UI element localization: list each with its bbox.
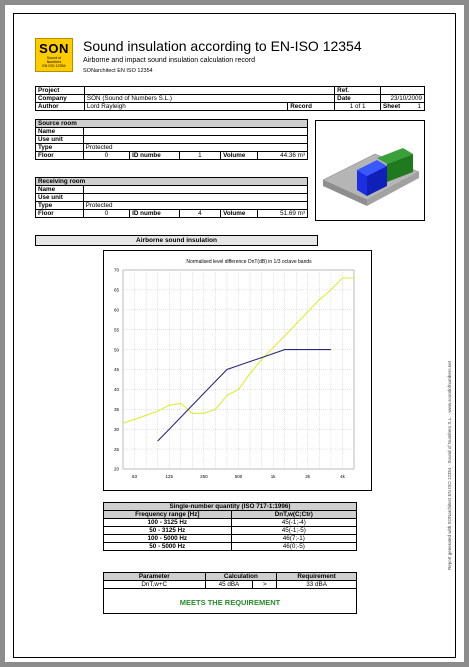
single-number-table	[103, 502, 357, 551]
y-tick-label: 30	[113, 426, 119, 432]
source-volume-value: 44.36 m³	[258, 152, 308, 160]
x-tick-label: 4k	[340, 474, 345, 479]
source-use-value	[83, 136, 307, 144]
calculation-header: Calculation	[205, 573, 277, 581]
y-tick-label: 25	[113, 446, 119, 452]
source-use-label: Use unit	[36, 136, 84, 144]
dntw-header: DnT,w(C;Ctr)	[231, 511, 356, 519]
result-status: MEETS THE REQUIREMENT	[179, 598, 281, 607]
value-cell: 46(0;-5)	[231, 543, 356, 551]
source-type-value: Protected	[83, 144, 307, 152]
x-tick-label: 2k	[305, 474, 311, 479]
record-value: 1 of 1	[335, 103, 381, 111]
range-cell: 50 - 5000 Hz	[104, 543, 232, 551]
comparison-operator: >	[253, 581, 277, 589]
receiving-floor-value: 0	[83, 210, 130, 218]
project-label: Project	[36, 87, 85, 95]
x-tick-label: 125	[165, 474, 173, 479]
source-floor-value: 0	[83, 152, 130, 160]
y-tick-label: 50	[113, 347, 119, 353]
y-tick-label: 45	[113, 367, 119, 373]
sheet-value: 1	[417, 103, 421, 110]
receiving-id-label: ID numbe	[130, 210, 180, 218]
chart-title: Normalised level difference DnT(dB) in 1/3 octave bands	[186, 259, 312, 265]
receiving-name-value	[83, 186, 307, 194]
section-title: Airborne sound insulation	[35, 235, 318, 246]
logo-subtext-3: EN ISO 12354	[42, 64, 66, 69]
receiving-use-label: Use unit	[36, 194, 84, 202]
y-tick-label: 70	[113, 267, 119, 273]
x-tick-label: 250	[200, 474, 208, 479]
logo-subtext-2: Numbers	[46, 60, 62, 65]
source-type-label: Type	[36, 144, 84, 152]
range-cell: 100 - 3125 Hz	[104, 519, 232, 527]
y-tick-label: 65	[113, 287, 119, 293]
receiving-type-value: Protected	[83, 202, 307, 210]
side-watermark-text: Report generated with SONarchitect EN ISO 12354 - Sound of Numbers S.L. - www.soundofnumbers.net	[447, 360, 452, 570]
receiving-type-label: Type	[36, 202, 84, 210]
source-floor-label: Floor	[36, 152, 84, 160]
ref-label: Ref.	[335, 87, 381, 95]
source-id-label: ID numbe	[130, 152, 180, 160]
report-title: Sound insulation according to EN-ISO 12354	[83, 38, 362, 54]
range-cell: 50 - 3125 Hz	[104, 527, 232, 535]
y-tick-label: 40	[113, 387, 119, 393]
logo-subtext-1: Sound of	[46, 56, 62, 60]
source-name-label: Name	[36, 128, 84, 136]
receiving-volume-value: 51.69 m³	[258, 210, 308, 218]
report-software: SONarchitect EN ISO 12354	[83, 68, 153, 74]
record-label: Record	[288, 103, 335, 111]
value-cell: 45(-1;-4)	[231, 519, 356, 527]
date-label: Date	[335, 95, 381, 103]
source-volume-label: Volume	[221, 152, 258, 160]
project-value	[84, 87, 334, 95]
ref-value	[381, 87, 425, 95]
value-cell: 45(-1;-5)	[231, 527, 356, 535]
company-label: Company	[36, 95, 85, 103]
value-cell: 46(7;-1)	[231, 535, 356, 543]
x-tick-label: 63	[132, 474, 138, 479]
range-cell: 100 - 5000 Hz	[104, 535, 232, 543]
parameter-name: DnT,w+C	[104, 581, 206, 589]
receiving-volume-label: Volume	[221, 210, 258, 218]
frequency-range-header: Frequency range [Hz]	[104, 511, 232, 519]
parameter-header: Parameter	[104, 573, 206, 581]
table-row	[104, 535, 357, 543]
table-row	[104, 543, 357, 551]
calculation-value: 45 dBA	[205, 581, 253, 589]
table-row	[104, 527, 357, 535]
y-tick-label: 55	[113, 327, 119, 333]
rooms-3d-illustration	[315, 120, 425, 221]
y-tick-label: 60	[113, 307, 119, 313]
requirement-header: Requirement	[277, 573, 357, 581]
author-label: Author	[36, 103, 85, 111]
receiving-name-label: Name	[36, 186, 84, 194]
receiving-id-value: 4	[179, 210, 220, 218]
receiving-floor-label: Floor	[36, 210, 84, 218]
y-tick-label: 20	[113, 466, 119, 472]
source-room-table	[35, 119, 308, 160]
report-subtitle: Airborne and impact sound insulation calculation record	[83, 57, 255, 64]
company-value: SON (Sound of Numbers S.L.)	[84, 95, 334, 103]
x-tick-label: 500	[234, 474, 243, 479]
y-tick-label: 35	[113, 407, 119, 412]
author-value: Lord Rayleigh	[84, 103, 287, 111]
source-room-heading: Source room	[36, 120, 308, 128]
dnt-chart	[103, 250, 371, 490]
parameter-table	[103, 572, 357, 614]
table-row	[104, 519, 357, 527]
requirement-value: 33 dBA	[277, 581, 357, 589]
source-id-value: 1	[179, 152, 220, 160]
sheet-label: Sheet	[383, 103, 401, 110]
receiving-use-value	[83, 194, 307, 202]
x-tick-label: 1k	[270, 474, 276, 479]
date-value: 23/10/2009	[381, 95, 425, 103]
logo-text: SON	[39, 41, 69, 56]
project-table	[35, 86, 425, 111]
source-name-value	[83, 128, 307, 136]
single-number-title: Single-number quantity (ISO 717-1:1996)	[104, 503, 357, 511]
receiving-room-heading: Receiving room	[36, 178, 308, 186]
son-logo	[35, 38, 73, 72]
sheet-cell	[381, 103, 425, 111]
receiving-room-table	[35, 177, 308, 218]
